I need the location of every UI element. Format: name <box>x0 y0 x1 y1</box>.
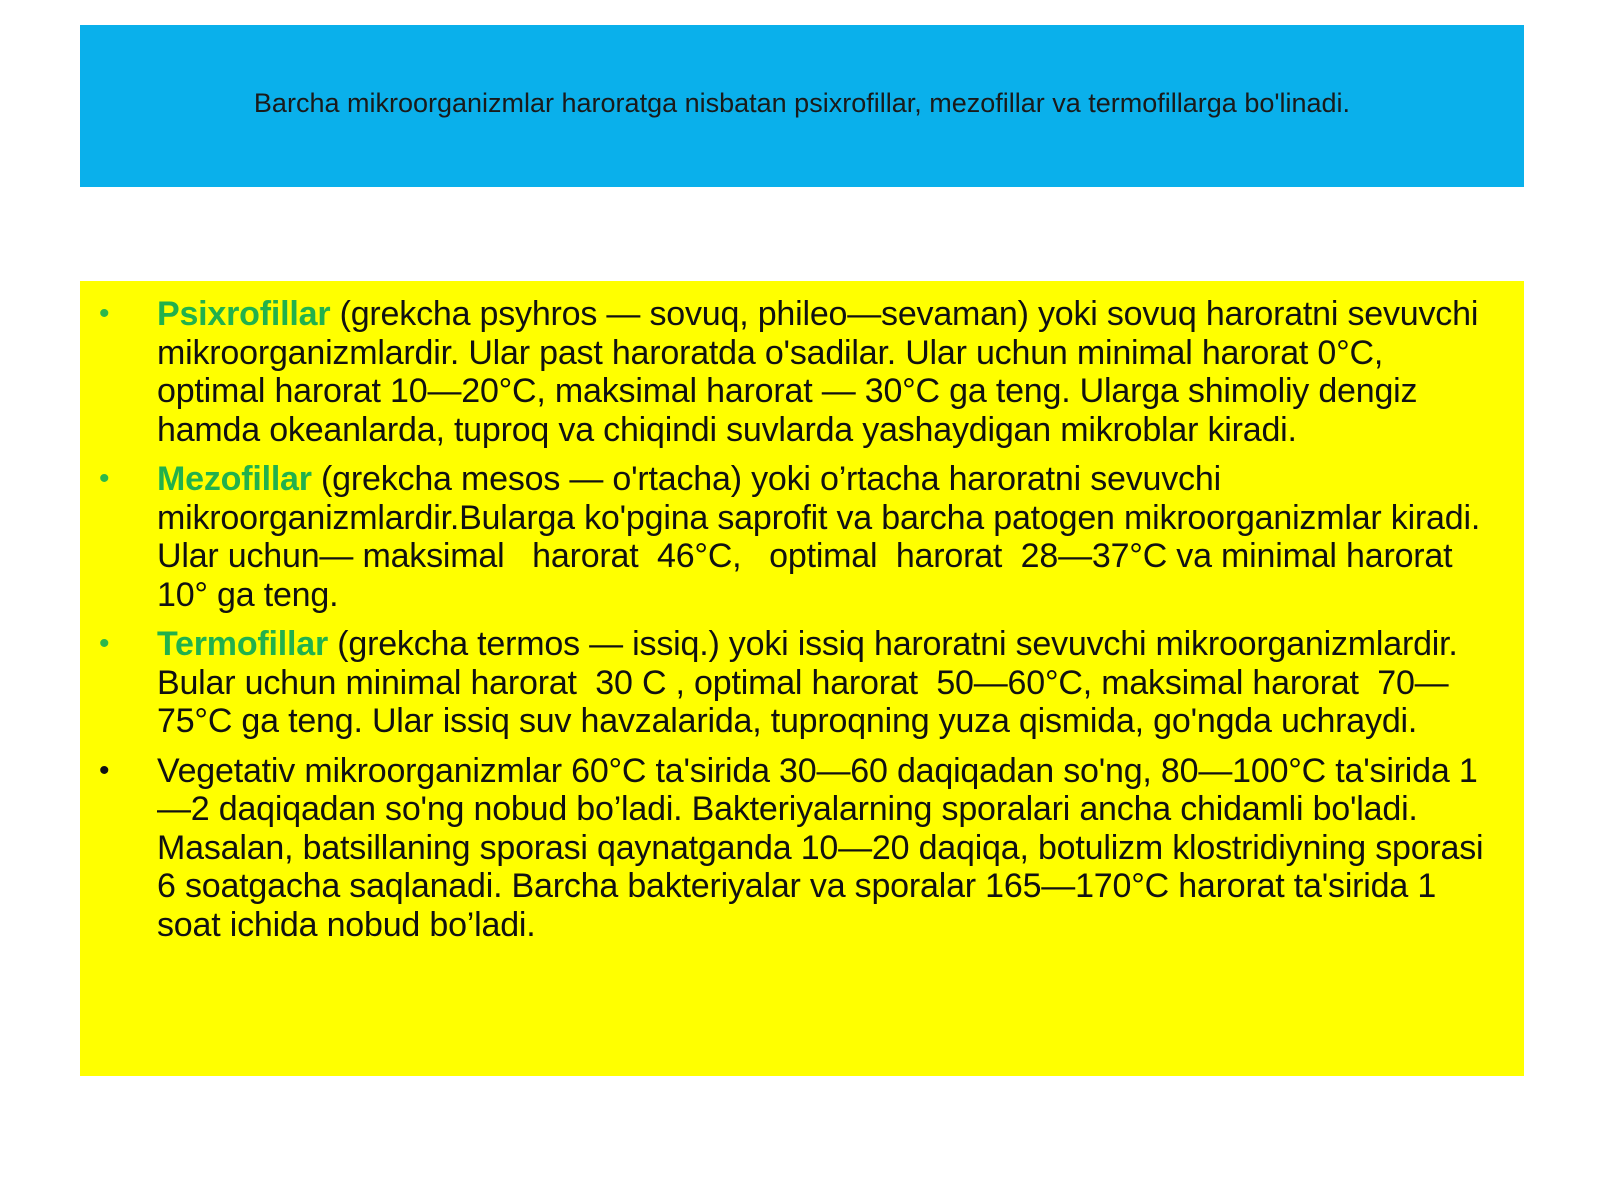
bullet-icon: • <box>99 753 110 787</box>
list-item-termofillar <box>80 625 1500 741</box>
bullet-icon: • <box>99 462 110 495</box>
title-banner <box>80 25 1524 187</box>
term-mezofillar: Mezofillar <box>157 460 312 498</box>
description-termofillar: (grekcha termos — issiq.) yoki issiq haroratni sevuvchi mikroorganizmlardir. Bular uchun minimal harorat 30 C , optimal harorat 50—60°C, maksimal harorat 70—75°C ga teng. Ular issiq suv havzalarida, tuproqning yuza qismida, go'ngda uchraydi. <box>157 625 1467 740</box>
content-panel <box>80 281 1524 1076</box>
bullet-icon: • <box>99 297 110 330</box>
slide-title: Barcha mikroorganizmlar haroratga nisbatan psixrofillar, mezofillar va termofillarga bo'linadi. <box>253 87 1351 118</box>
list-item-vegetativ <box>80 752 1500 945</box>
description-vegetativ: Vegetativ mikroorganizmlar 60°C ta'sirida 30—60 daqiqadan so'ng, 80—100°C ta'sirida 1—2 daqiqadan so'ng nobud bo’ladi. Bakteriyalarning sporalari ancha chidamli bo'ladi. Masalan, batsillaning sporasi qaynatganda 10—20 daqiqa, botulizm klostridiyning sporasi 6 soatgacha saqlanadi. Barcha bakteriyalar va sporalar 165—170°C harorat ta'sirida 1 soat ichida nobud bo’ladi. <box>157 751 1484 944</box>
list-item-psixrofillar <box>80 295 1500 449</box>
term-psixrofillar: Psixrofillar <box>157 295 331 333</box>
description-psixrofillar: (grekcha psyhros — sovuq, phileo—sevaman) yoki sovuq haroratni sevuvchi mikroorganizmlardir. Ular past haroratda o'sadilar. Ular uchun minimal harorat 0°C, optimal harorat 10—20°C, maksimal harorat — 30°C ga teng. Ularga shimoliy dengiz hamda okeanlarda, tuproq va chiqindi suvlarda yashaydigan mikroblar kiradi. <box>157 295 1479 449</box>
bullet-icon: • <box>99 627 110 660</box>
description-mezofillar: (grekcha mesos — o'rtacha) yoki o’rtacha haroratni sevuvchi mikroorganizmlardir.Bularga ko'pgina saprofit va barcha patogen mikroorganizmlar kiradi. Ular uchun— maksimal harorat 46°C, optimal harorat 28—37°C va minimal harorat 10° ga teng. <box>157 460 1490 614</box>
term-termofillar: Termofillar <box>157 625 328 663</box>
list-item-mezofillar <box>80 460 1500 614</box>
